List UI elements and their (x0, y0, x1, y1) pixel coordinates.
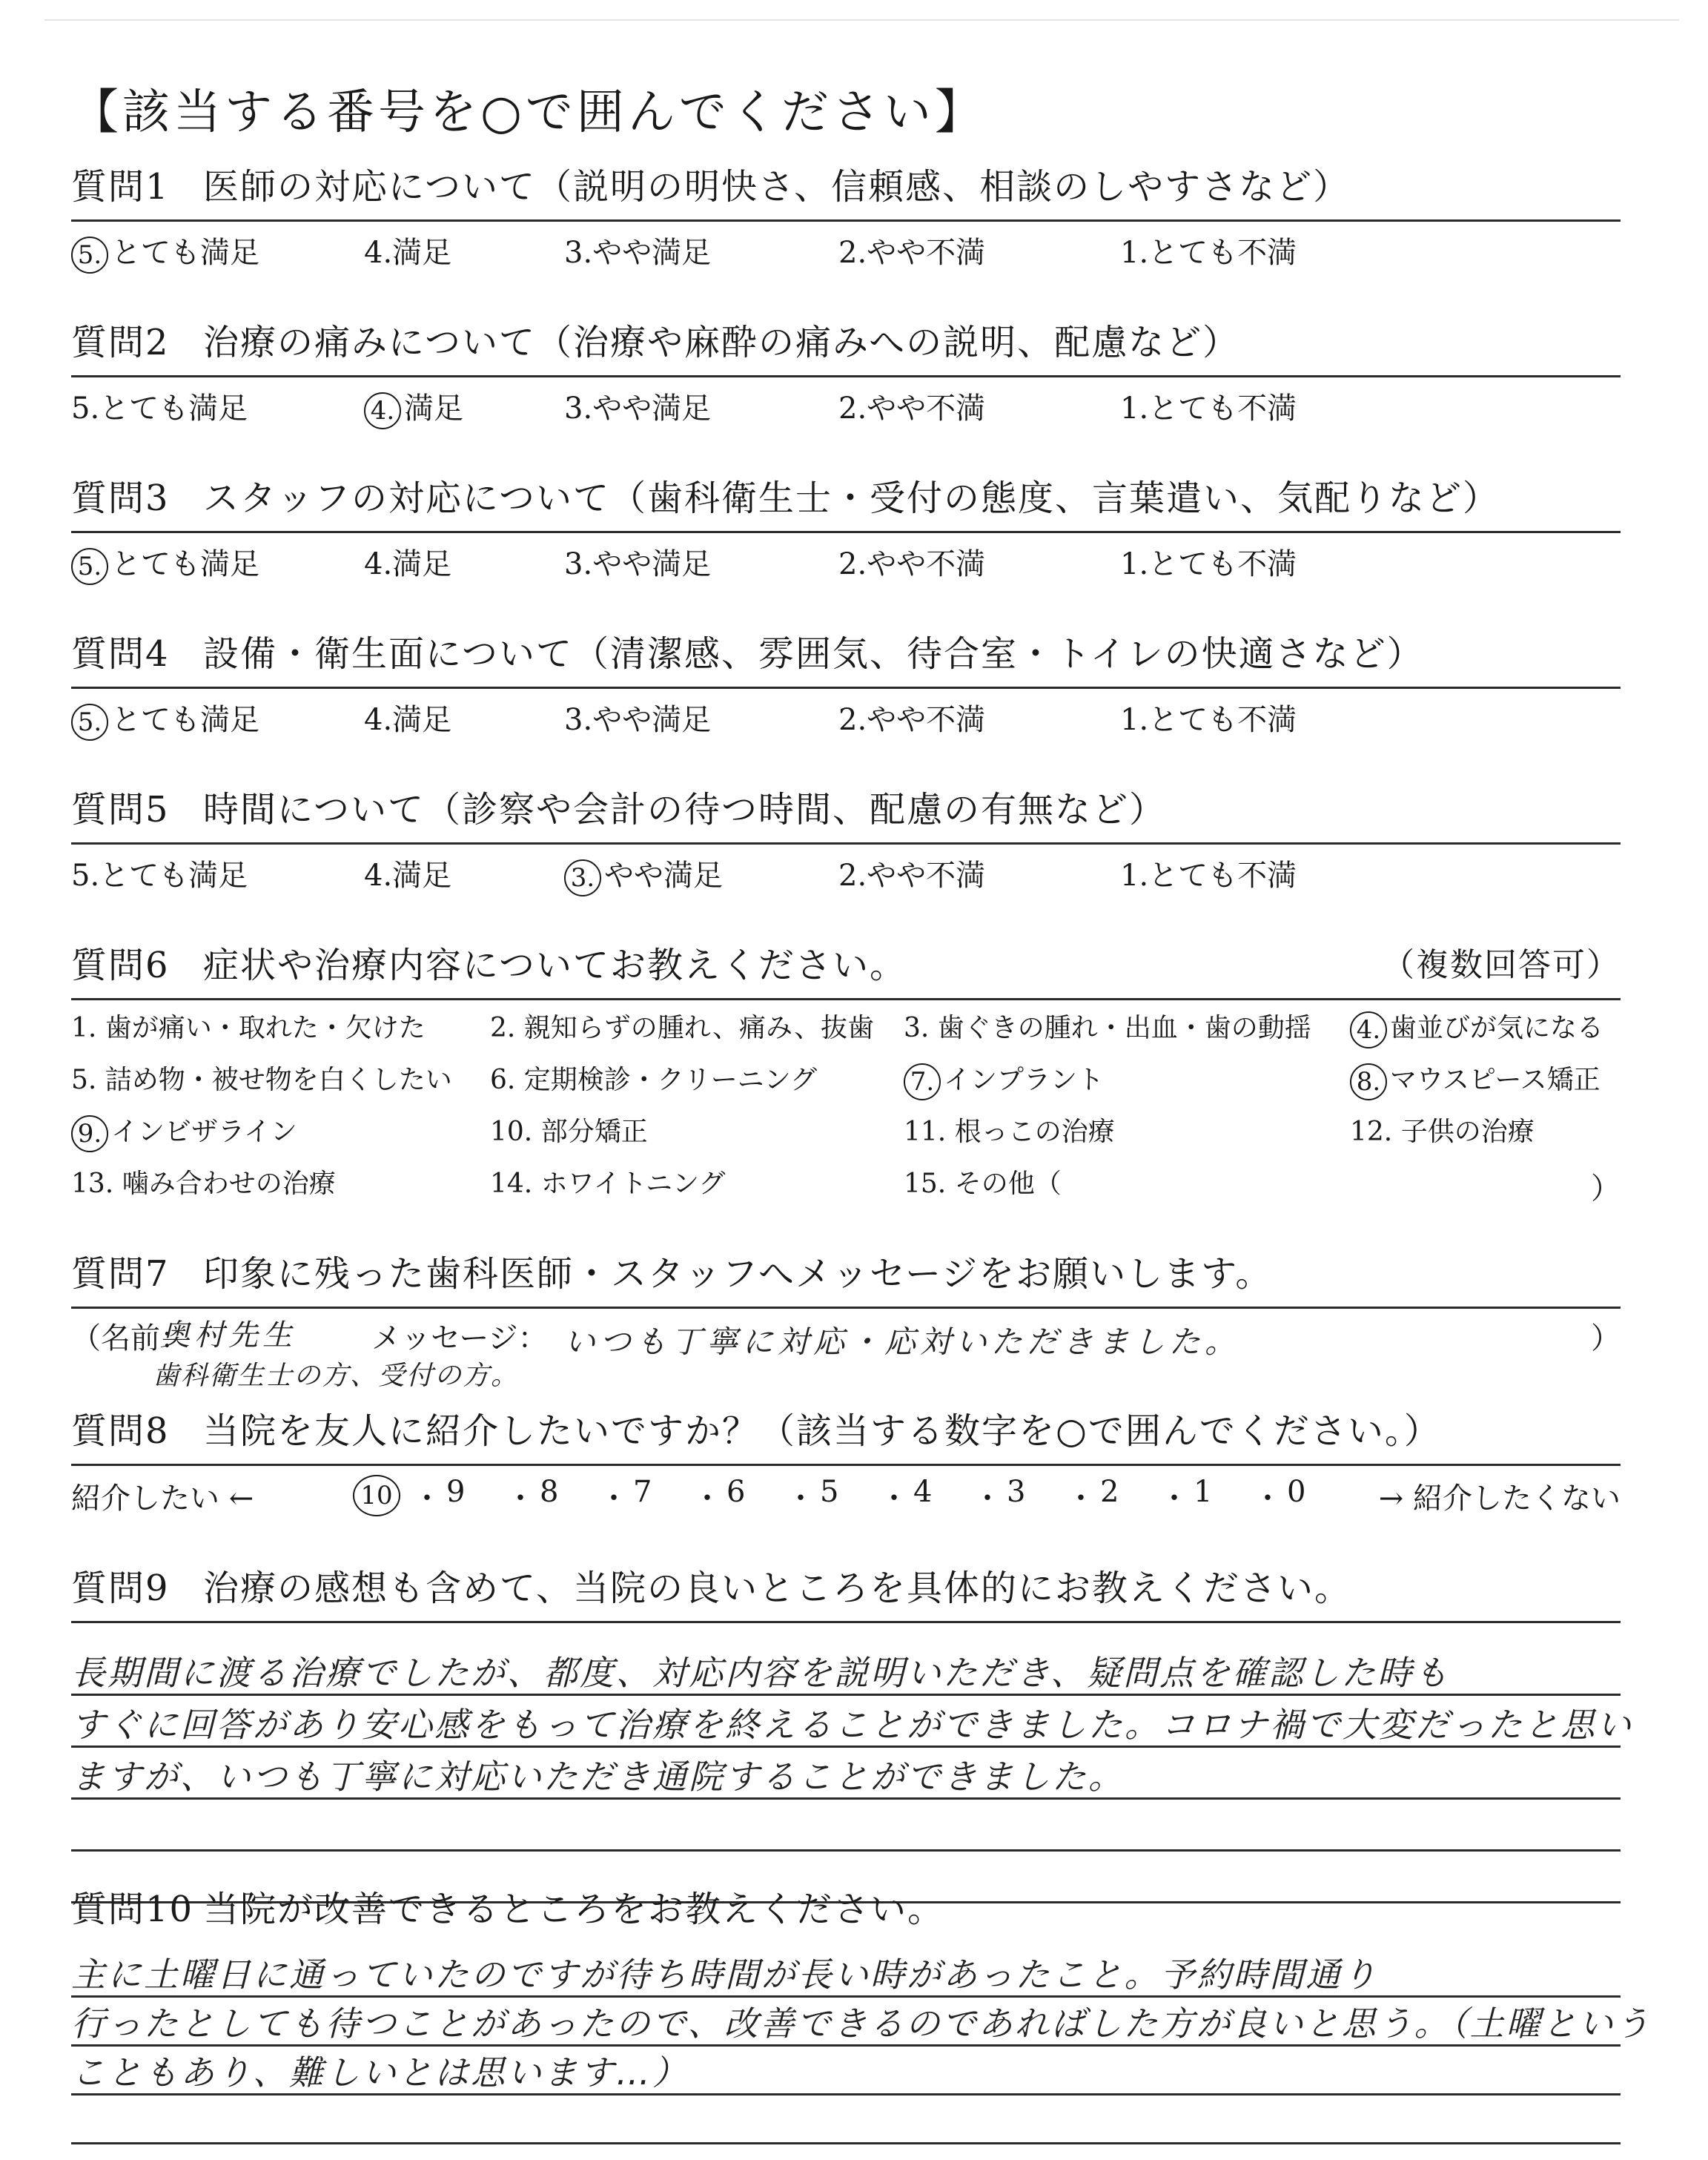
rating-option-3[interactable] (564, 699, 711, 741)
option-label: 歯ぐきの腫れ・出血・歯の動揺 (937, 1013, 1311, 1043)
scale-separator: ・ (506, 1482, 535, 1516)
checklist-item-2[interactable] (490, 1009, 874, 1048)
divider (71, 842, 1621, 845)
circled-number: 4. (1350, 1011, 1387, 1048)
option-number: 14. (490, 1169, 541, 1199)
option-label: とても満足 (99, 859, 248, 893)
option-number: 10. (490, 1117, 541, 1147)
scale-separator: ・ (879, 1482, 909, 1516)
option-label: とても不満 (1148, 859, 1297, 893)
question-title: 設備・衛生面について（清潔感、雰囲気、待合室・トイレの快適さなど） (203, 633, 1424, 675)
option-label: 歯並びが気になる (1390, 1013, 1604, 1043)
multiple-answers-note: （複数回答可） (1382, 946, 1621, 984)
rating-options (71, 388, 1621, 432)
option-number: 1. (1120, 547, 1149, 581)
option-label: やや不満 (867, 547, 986, 581)
option-label: インプラント (944, 1065, 1105, 1095)
option-number: 4. (364, 547, 393, 581)
option-label: やや不満 (867, 236, 986, 270)
option-label: とても満足 (111, 547, 259, 581)
option-number: 3. (904, 1013, 938, 1043)
rating-option-1[interactable] (1120, 544, 1297, 585)
option-label: とても満足 (111, 236, 259, 270)
question-number: 質問8 (71, 1410, 170, 1452)
rating-option-1[interactable] (1120, 232, 1297, 274)
option-number: 1. (71, 1013, 105, 1043)
question-title: 治療の痛みについて（治療や麻酔の痛みへの説明、配慮など） (203, 322, 1240, 363)
message-value: いつも丁寧に対応・応対いただきました。 (564, 1324, 1241, 1360)
scale-separator: ・ (973, 1482, 1002, 1516)
checklist-item-6[interactable] (490, 1061, 817, 1100)
option-label: とても満足 (99, 392, 248, 426)
option-number: 1. (1120, 703, 1149, 737)
option-label: 親知らずの腫れ、痛み、抜歯 (523, 1013, 875, 1043)
other-close-paren: ） (1591, 1172, 1621, 1206)
handwritten-answer-line: すぐに回答があり安心感をもって治療を終えることができました。コロナ禍で大変だったと思い (71, 1705, 1633, 1745)
rating-option-4[interactable] (364, 232, 451, 274)
scale-separator: ・ (1253, 1482, 1282, 1516)
option-label: やや満足 (604, 859, 723, 893)
question-number: 質問1 (71, 166, 170, 208)
scale-value-3[interactable]: 3 (1007, 1475, 1026, 1509)
option-number: 3. (564, 236, 593, 270)
option-number: 2. (838, 547, 867, 581)
question-title: 時間について（診察や会計の待つ時間、配慮の有無など） (203, 789, 1167, 830)
divider (71, 375, 1621, 377)
option-number: 4. (364, 236, 393, 270)
message-row (71, 1315, 1621, 1396)
checklist-item-10[interactable] (490, 1113, 648, 1152)
symptom-checklist (71, 1009, 1621, 1224)
option-label: とても不満 (1148, 703, 1297, 737)
question-9 (71, 1566, 1633, 1920)
scale-value-9[interactable]: 9 (446, 1475, 466, 1509)
rating-option-1[interactable] (1120, 855, 1297, 896)
rating-option-5[interactable] (71, 232, 259, 274)
checklist-item-14[interactable] (490, 1165, 725, 1203)
rating-options (71, 232, 1621, 277)
handwritten-answer-line: 主に土曜日に通っていたのですが待ち時間が長い時があったこと。予約時間通り (71, 1955, 1379, 1995)
form-header: 【該当する番号を○で囲んでください】 (71, 85, 986, 140)
option-label: とても不満 (1148, 392, 1297, 426)
top-border (44, 19, 1679, 21)
checklist-item-15[interactable] (904, 1165, 1062, 1203)
rating-option-3[interactable] (564, 544, 711, 585)
scale-value-1[interactable]: 1 (1194, 1475, 1213, 1509)
question-7 (71, 1252, 1621, 1396)
option-number: 15. (904, 1169, 955, 1199)
divider (71, 998, 1621, 1000)
divider (71, 1307, 1621, 1309)
scale-left-label: 紹介したい ← (71, 1482, 254, 1516)
question-1 (71, 165, 1621, 277)
option-label: やや満足 (592, 236, 712, 270)
divider (71, 219, 1621, 222)
checklist-item-8[interactable] (1350, 1061, 1601, 1100)
scale-value-5[interactable]: 5 (820, 1475, 839, 1509)
rating-option-5[interactable] (71, 388, 248, 429)
rating-option-1[interactable] (1120, 388, 1297, 429)
rating-option-2[interactable] (838, 699, 985, 741)
rating-option-5[interactable] (71, 544, 259, 585)
option-number: 1. (1120, 236, 1149, 270)
question-5 (71, 787, 1621, 899)
checklist-item-4[interactable] (1350, 1009, 1603, 1048)
option-label: やや不満 (867, 703, 986, 737)
rating-option-3[interactable] (564, 855, 723, 896)
checklist-item-11[interactable] (904, 1113, 1115, 1152)
option-label: 満足 (392, 236, 452, 270)
writing-line (71, 2142, 1621, 2144)
handwritten-answer-line: 長期間に渡る治療でしたが、都度、対応内容を説明いただき、疑問点を確認した時も (71, 1653, 1451, 1693)
option-number: 2. (838, 859, 867, 893)
scale-value-8[interactable]: 8 (540, 1475, 559, 1509)
scale-separator: ・ (786, 1482, 815, 1516)
option-label: その他（ (954, 1169, 1062, 1199)
circled-number: 5. (71, 548, 108, 585)
option-label: やや満足 (592, 547, 712, 581)
option-label: 定期検診・クリーニング (523, 1065, 818, 1095)
rating-option-4[interactable] (364, 388, 463, 429)
answer-lines (71, 1935, 1652, 2157)
option-label: とても満足 (111, 703, 259, 737)
option-number: 12. (1350, 1117, 1401, 1147)
option-label: 満足 (392, 859, 452, 893)
scale-value-4[interactable]: 4 (913, 1475, 933, 1509)
scale-value-2[interactable]: 2 (1100, 1475, 1119, 1509)
option-number: 1. (1120, 859, 1149, 893)
name-value: 奥村先生 (160, 1318, 297, 1353)
question-number: 質問2 (71, 322, 170, 363)
option-number: 5. (71, 1065, 105, 1095)
option-number: 3. (564, 547, 593, 581)
handwritten-answer-line: 行ったとしても待つことがあったので、改善できるのであればした方が良いと思う。（土曜という (71, 2004, 1652, 2044)
question-number: 質問7 (71, 1253, 170, 1295)
option-label: やや満足 (592, 392, 712, 426)
option-number: 3. (564, 392, 593, 426)
rating-option-5[interactable] (71, 855, 248, 896)
option-label: ホワイトニング (540, 1169, 726, 1199)
rating-option-4[interactable] (364, 544, 451, 585)
option-label: 根っこの治療 (954, 1117, 1115, 1147)
rating-option-2[interactable] (838, 544, 985, 585)
divider (71, 687, 1621, 689)
scale-value-7[interactable]: 7 (633, 1475, 652, 1509)
question-4 (71, 632, 1621, 744)
rating-option-2[interactable] (838, 232, 985, 274)
option-number: 3. (564, 703, 593, 737)
name-value-staff: 歯科衛生士の方、受付の方。 (153, 1361, 520, 1391)
scale-separator: ・ (692, 1482, 722, 1516)
name-label: （名前： (71, 1321, 190, 1355)
option-number: 2. (490, 1013, 524, 1043)
option-number: 4. (364, 703, 393, 737)
question-10 (71, 1887, 1652, 2157)
checklist-item-13[interactable] (71, 1165, 336, 1203)
rating-options (71, 855, 1621, 899)
question-2 (71, 320, 1621, 432)
question-3 (71, 476, 1621, 588)
circled-number: 5. (71, 237, 108, 274)
question-title: 当院を友人に紹介したいですか？（該当する数字を○で囲んでください。） (203, 1410, 1441, 1452)
question-8 (71, 1409, 1621, 1519)
question-title: 症状や治療内容についてお教えください。 (203, 945, 907, 986)
option-label: やや満足 (592, 703, 712, 737)
answer-lines (71, 1623, 1633, 1920)
scale-right-label: → 紹介したくない (1378, 1482, 1621, 1516)
option-label: マウスピース矯正 (1390, 1065, 1601, 1095)
scale-separator: ・ (1066, 1482, 1096, 1516)
option-label: 歯が痛い・取れた・欠けた (105, 1013, 426, 1043)
question-number: 質問4 (71, 633, 170, 675)
rating-option-1[interactable] (1120, 699, 1297, 741)
option-label: 部分矯正 (540, 1117, 648, 1147)
option-number: 2. (838, 703, 867, 737)
rating-option-2[interactable] (838, 388, 985, 429)
option-number: 6. (490, 1065, 524, 1095)
option-label: 子供の治療 (1400, 1117, 1535, 1147)
rating-option-4[interactable] (364, 855, 451, 896)
option-number: 5. (71, 859, 100, 893)
option-label: 詰め物・被せ物を白くしたい (105, 1065, 452, 1095)
scale-value-10[interactable]: 10 (353, 1475, 400, 1516)
question-number: 質問6 (71, 945, 170, 986)
circled-number: 8. (1350, 1063, 1387, 1100)
circled-number: 9. (71, 1115, 108, 1152)
checklist-item-7[interactable] (904, 1061, 1104, 1100)
rating-option-4[interactable] (364, 699, 451, 741)
option-number: 11. (904, 1117, 955, 1147)
question-title: 印象に残った歯科医師・スタッフへメッセージをお願いします。 (203, 1253, 1273, 1295)
option-label: 噛み合わせの治療 (122, 1169, 336, 1199)
message-label: メッセージ： (371, 1321, 548, 1355)
option-number: 2. (838, 392, 867, 426)
question-number: 質問5 (71, 789, 170, 830)
option-number: 2. (838, 236, 867, 270)
checklist-item-1[interactable] (71, 1009, 426, 1048)
option-label: 満足 (392, 703, 452, 737)
question-number: 質問9 (71, 1568, 170, 1609)
option-number: 1. (1120, 392, 1149, 426)
checklist-item-3[interactable] (904, 1009, 1311, 1048)
question-number: 質問3 (71, 478, 170, 519)
scale-separator: ・ (599, 1482, 629, 1516)
circled-number: 5. (71, 704, 108, 741)
rating-options (71, 544, 1621, 588)
recommend-scale (71, 1475, 1621, 1519)
option-number: 4. (364, 859, 393, 893)
divider (71, 1464, 1621, 1466)
rating-options (71, 699, 1621, 744)
scale-separator: ・ (412, 1482, 442, 1516)
divider (71, 531, 1621, 533)
question-title: 医師の対応について（説明の明快さ、信頼感、相談のしやすさなど） (203, 166, 1351, 208)
rating-option-2[interactable] (838, 855, 985, 896)
option-label: 満足 (404, 392, 463, 426)
circled-number: 3. (564, 859, 601, 896)
scale-value-0[interactable]: 0 (1287, 1475, 1306, 1509)
rating-option-5[interactable] (71, 699, 259, 741)
scale-value-6[interactable]: 6 (726, 1475, 746, 1509)
question-title: スタッフの対応について（歯科衛生士・受付の態度、言葉遣い、気配りなど） (203, 478, 1500, 519)
checklist-item-9[interactable] (71, 1113, 297, 1152)
option-label: インビザライン (111, 1117, 297, 1147)
writing-line (71, 1849, 1621, 1852)
option-label: とても不満 (1148, 236, 1297, 270)
option-label: 満足 (392, 547, 452, 581)
checklist-item-12[interactable] (1350, 1113, 1535, 1152)
question-number: 質問10 (71, 1889, 194, 1930)
circled-number: 4. (364, 392, 401, 429)
rating-option-3[interactable] (564, 232, 711, 274)
question-title: 当院が改善できるところをお教えください。 (203, 1889, 945, 1930)
handwritten-answer-line: ますが、いつも丁寧に対応いただき通院することができました。 (71, 1757, 1125, 1797)
option-label: とても不満 (1148, 547, 1297, 581)
scale-separator: ・ (1159, 1482, 1189, 1516)
checklist-item-5[interactable] (71, 1061, 452, 1100)
question-title: 治療の感想も含めて、当院の良いところを具体的にお教えください。 (203, 1568, 1352, 1609)
message-close-paren: ） (1591, 1321, 1621, 1355)
handwritten-answer-line: こともあり、難しいとは思います…） (71, 2052, 689, 2093)
option-label: やや不満 (867, 392, 986, 426)
option-number: 5. (71, 392, 100, 426)
option-number: 13. (71, 1169, 122, 1199)
option-label: やや不満 (867, 859, 986, 893)
rating-option-3[interactable] (564, 388, 711, 429)
circled-number: 7. (904, 1063, 941, 1100)
question-6 (71, 943, 1621, 1224)
